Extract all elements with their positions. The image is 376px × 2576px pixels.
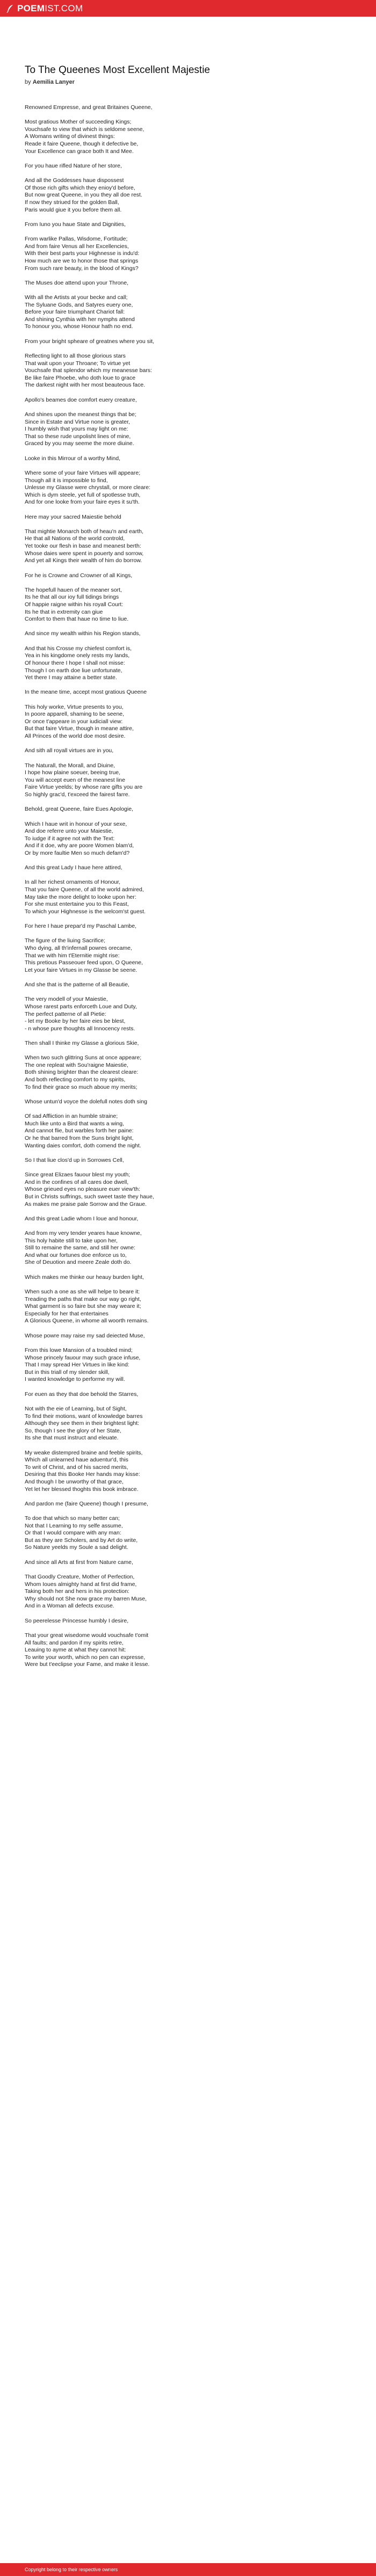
poem-line: Or by more faultie Men so much defam'd? [25, 849, 130, 856]
poem-line: This holy worke, Virtue presents to you, [25, 703, 124, 710]
poem-line: But as they are Scholers, and by Art do write, [25, 1537, 138, 1544]
poem-stanza [25, 1632, 358, 1669]
site-logo[interactable] [6, 3, 83, 14]
poem-line: That I may spread Her Virtues in like kind: [25, 1362, 129, 1369]
poem-line: Yet tooke our flesh in base and meanest berth: [25, 543, 141, 550]
poem-line: And both reflecting comfort to my spirits, [25, 1076, 126, 1083]
poem-line: The Muses doe attend upon your Throne, [25, 279, 129, 286]
poem-stanza [25, 704, 358, 740]
poem-line: Leauing to ayme at what they cannot hit: [25, 1647, 126, 1654]
poem-line: The very modell of your Maiestie, [25, 996, 108, 1003]
poem-line: As makes me praise pale Sorrow and the Graue. [25, 1200, 147, 1207]
poem-line: And yet all Kings their wealth of him do borrow. [25, 557, 142, 564]
poem-line: And if it doe, why are poore Women blam'd, [25, 842, 134, 849]
poem-stanza [25, 528, 358, 565]
poem-line: Whose daies were spent in pouerty and sorrow, [25, 550, 144, 557]
poem-line: Desiring that this Booke Her hands may kisse: [25, 1471, 140, 1478]
poem-line: Since in Estate and Virtue none is greater, [25, 418, 130, 425]
poem-line: All faults; and pardon if my spirits retire, [25, 1639, 124, 1646]
brand-suffix: IST.COM [45, 3, 83, 13]
poem-line: To iudge if it agree not with the Text: [25, 835, 115, 842]
poem-line: May take the more delight to looke upon her: [25, 893, 136, 900]
poem-line: Its he that in extremity can giue [25, 608, 103, 615]
poem-line: Yet let her blessed thoghts this book imbrace. [25, 1486, 139, 1493]
poem-stanza [25, 981, 358, 989]
poem-line: Apollo's beames doe comfort euery creature, [25, 396, 137, 403]
poem-stanza [25, 1406, 358, 1442]
poem-line: That so these rude unpolisht lines of mine, [25, 433, 131, 440]
poem-stanza [25, 397, 358, 404]
poem-stanza [25, 864, 358, 872]
poem-line: And all the Goddesses haue dispossest [25, 177, 124, 184]
poem-line: Were but t'eeclipse your Fame, and make it lesse. [25, 1661, 150, 1668]
poem-line: Of those rich gifts which they enioy'd before, [25, 184, 135, 191]
poem-stanza [25, 1333, 358, 1340]
poem-stanza [25, 1559, 358, 1567]
poem-line: But in Christs suffrings, such sweet taste they haue, [25, 1193, 154, 1200]
top-bar [0, 0, 376, 17]
poem-line: Reflecting light to all those glorious stars [25, 353, 126, 360]
poem-line: To find their grace so much aboue my merits; [25, 1083, 138, 1090]
poem-line: From your bright spheare of greatnes where you sit, [25, 338, 155, 345]
poem-stanza [25, 221, 358, 229]
poem-line: For here I haue prepar'd my Paschal Lambe, [25, 923, 137, 930]
poem-line: To which your Highnesse is the welcom'st guest. [25, 908, 146, 915]
poem-line: Whose grieued eyes no pleasure euer view'th: [25, 1186, 141, 1193]
poem-line: Before your faire triumphant Chariot fall: [25, 309, 125, 316]
poem-line: Especially for her that entertaines [25, 1310, 109, 1317]
poem-line: To writ of Christ, and of his sacred merits, [25, 1464, 128, 1471]
poem-line: So I that liue clos'd up in Sorrowes Cell, [25, 1156, 124, 1163]
poem-line: And doe referre unto your Maiestie, [25, 828, 113, 835]
poem-line: Which is dym steele, yet full of spotlesse truth, [25, 491, 141, 498]
poem-line: Be like faire Phoebe, who doth loue to grace [25, 374, 136, 381]
poem-stanza [25, 104, 358, 112]
poem-line: So, though I see the glory of her State, [25, 1427, 121, 1434]
poem-stanza [25, 806, 358, 813]
poem-line: Unlesse my Glasse were chrystall, or more cleare: [25, 484, 150, 491]
poem-line: Which makes me thinke our heauy burden light, [25, 1274, 144, 1280]
poem-stanza [25, 338, 358, 346]
poem-stanza [25, 587, 358, 623]
poem-line: I humbly wish that yours may light on me: [25, 426, 128, 433]
poem-stanza [25, 879, 358, 915]
poem-stanza [25, 353, 358, 389]
poem-line: Then shall I thinke my Glasse a glorious Skie, [25, 1040, 139, 1046]
poem-line: That wait upon your Throane; To virtue yet [25, 360, 131, 367]
poem-line: The darkest night with her most beauteous face. [25, 382, 146, 389]
poem-stanza [25, 1230, 358, 1267]
poem-stanza [25, 1274, 358, 1282]
poem-line: To honour you, whose Honour hath no end. [25, 323, 133, 330]
poem-stanza [25, 1501, 358, 1508]
poem-stanza [25, 1618, 358, 1625]
poem-line: And for one looke from your faire eyes it su'th. [25, 499, 140, 506]
poem-line: And shines upon the meanest things that be; [25, 411, 136, 418]
poem-line: - let my Booke by her faire eies be blest, [25, 1018, 126, 1025]
poem-line: And though I be unworthy of that grace, [25, 1478, 124, 1485]
poem-line: For you haue rifled Nature of her store, [25, 162, 122, 169]
poem-stanza [25, 294, 358, 331]
author-link[interactable]: Aemilia Lanyer [32, 79, 75, 85]
poem-line: Of sad Affliction in an humble straine; [25, 1113, 118, 1120]
poem-line: And pardon me (faire Queene) though I presume, [25, 1500, 148, 1507]
poem-line: So highly grac'd, t'exceed the fairest farre. [25, 791, 130, 798]
poem-line: That we with him t'Eternitie might rise: [25, 952, 120, 959]
poem-line: With all the Artists at your becke and call; [25, 294, 128, 301]
poem-line: And this great Ladie whom I loue and honour, [25, 1215, 139, 1222]
poem-line: Where some of your faire Virtues will appeare; [25, 469, 141, 476]
poem-line: Or that I would compare with any man: [25, 1530, 121, 1537]
poem-line: Of happie raigne within his royall Court: [25, 601, 124, 608]
poem-stanza [25, 747, 358, 755]
poem-stanza [25, 1347, 358, 1384]
poem-line: This pretious Passeouer feed upon, O Queene, [25, 959, 143, 966]
copyright-notice: Copyright belong to their respective owners [25, 2567, 118, 2572]
poem-line: Your Excellence can grace both It and Mee. [25, 148, 134, 155]
poem-line: A Glorious Queene, in whome all woorth remains. [25, 1318, 149, 1325]
poem-line: But that faire Virtue, though in meane attire, [25, 725, 134, 732]
poem-line: Whose untun'd voyce the dolefull notes doth sing [25, 1098, 147, 1105]
poem-line: And since all Arts at first from Nature came, [25, 1559, 133, 1566]
poem-line: The Syluane Gods, and Satyres euery one, [25, 301, 133, 308]
poem-line: But in this triall of my slender skill, [25, 1369, 110, 1376]
poem-line: That Goodly Creature, Mother of Perfection, [25, 1574, 135, 1581]
poem-line: And since my wealth within his Region stands, [25, 630, 141, 637]
poem-line: Looke in this Mirrour of a worthy Mind, [25, 455, 120, 462]
poem-stanza [25, 1098, 358, 1106]
poem-line: Renowned Empresse, and great Britaines Queene, [25, 104, 153, 111]
poem-line: A Womans writing of divinest things: [25, 133, 115, 140]
poem-line: Since great Elizaes fauour blest my youth; [25, 1171, 131, 1178]
poem-line: To doe that which so many better can; [25, 1515, 120, 1522]
byline-prefix: by [25, 79, 31, 85]
poem-stanza [25, 572, 358, 580]
poem-line: Not that I Learning to my selfe assume, [25, 1522, 123, 1529]
poem-line: From warlike Pallas, Wisdome, Fortitude; [25, 236, 128, 243]
poem-line: Comfort to them that haue no time to liue. [25, 616, 129, 623]
poem-line: And in the confines of all cares doe dwell, [25, 1178, 129, 1185]
poem-line: Or he that barred from the Suns bright light, [25, 1135, 134, 1141]
poem-stanza [25, 455, 358, 463]
poem-stanza [25, 1216, 358, 1223]
poem-stanza [25, 280, 358, 287]
poem-line: Graced by you may seeme the more diuine. [25, 440, 134, 447]
poem-line: And that his Crosse my chiefest comfort is, [25, 645, 132, 652]
poem-line: To find their motions, want of knowledge barres [25, 1413, 143, 1420]
poem-line: I hope how plaine soeuer, beeing true, [25, 769, 121, 776]
poem-line: Faire Virtue yeelds; by whose rare gifts you are [25, 784, 143, 791]
poem-line: She of Deuotion and meere Zeale doth do. [25, 1259, 132, 1266]
poem-line: Most gratious Mother of succeeding Kings; [25, 119, 132, 126]
poem-line: Which I haue writ in honour of your sexe, [25, 820, 127, 827]
poem-line: And shining Cynthia with her nymphs attend [25, 316, 135, 323]
poem-line: Let your faire Virtues in my Glasse be seene. [25, 966, 138, 973]
poem-stanza [25, 689, 358, 696]
poem-line: For she must entertaine you to this Feast, [25, 901, 129, 908]
poem-line: Behold, great Queene, faire Eues Apologie, [25, 806, 133, 813]
poem-line: The one repleat with Sou'raigne Maiestie, [25, 1061, 128, 1068]
poem-line: Or once t'appeare in your iudiciall view: [25, 718, 123, 725]
poem-line: In all her richest ornaments of Honour, [25, 879, 121, 886]
poem-stanza [25, 645, 358, 682]
footer-bar [0, 2563, 376, 2576]
poem-line: And from my very tender yeares haue knowne, [25, 1230, 142, 1237]
brand-main: POEM [17, 3, 45, 13]
poem-line: And in a Woman all defects excuse. [25, 1603, 114, 1610]
poem-line: But now great Queene, in you they all doe rest. [25, 192, 142, 199]
poem-line: Though all it is impossible to find, [25, 477, 108, 484]
poem-stanza [25, 470, 358, 506]
poem-line: Although they see them in their brightest light: [25, 1420, 140, 1427]
poem-line: This holy habite still to take upon her, [25, 1237, 118, 1244]
poem-content [25, 64, 358, 1676]
poem-line: If now they striued for the golden Ball, [25, 199, 119, 206]
poem-stanza [25, 411, 358, 448]
poem-line: Here may your sacred Maiestie behold [25, 513, 121, 520]
poem-stanza [25, 630, 358, 638]
poem-line: The perfect patterne of all Pietie: [25, 1010, 106, 1017]
poem-line: He that all Nations of the world controld, [25, 535, 125, 542]
poem-byline [25, 79, 358, 85]
logo-wordmark [17, 3, 83, 14]
poem-line: Not with the eie of Learning, but of Sight, [25, 1405, 127, 1412]
poem-line: For he is Crowne and Crowner of all Kings, [25, 572, 133, 579]
poem-line: That your great wisedome would vouchsafe t'omit [25, 1632, 149, 1639]
quill-icon [6, 4, 14, 13]
poem-line: And what our fortunes doe enforce us to, [25, 1251, 127, 1258]
poem-stanza [25, 1157, 358, 1165]
poem-line: Reade it faire Queene, though it defective be, [25, 141, 139, 148]
poem-line: And she that is the patterne of all Beautie, [25, 981, 129, 988]
poem-line: Which all unlearned haue aduentur'd, this [25, 1457, 128, 1464]
poem-line: That you faire Queene, of all the world admired, [25, 886, 144, 893]
poem-title: To The Queenes Most Excellent Majestie [25, 64, 210, 76]
poem-line: You will accept euen of the meanest line [25, 776, 125, 783]
poem-line: From Iuno you haue State and Dignities, [25, 221, 126, 228]
poem-line: Whose powre may raise my sad deiected Muse, [25, 1332, 145, 1339]
poem-line: From such rare beauty, in the blood of Kings? [25, 265, 139, 272]
poem-stanza [25, 163, 358, 170]
poem-line: Wanting daies comfort, doth comend the night. [25, 1142, 141, 1149]
poem-line: I wanted knowledge to performe my will. [25, 1376, 125, 1383]
poem-stanza [25, 1515, 358, 1552]
poem-body [25, 104, 358, 1669]
poem-line: And sith all royall virtues are in you, [25, 747, 114, 754]
poem-stanza [25, 1054, 358, 1091]
poem-line: That mightie Monarch both of heau'n and earth, [25, 528, 143, 535]
poem-line: For euen as they that doe behold the Starres, [25, 1391, 139, 1398]
poem-line: Its he that all our ioy full tidings brings [25, 594, 119, 601]
poem-line: And cannot flie, but warbles forth her paine: [25, 1127, 134, 1134]
poem-stanza [25, 177, 358, 214]
poem-line: The figure of the liuing Sacrifice; [25, 937, 105, 944]
poem-line: Vouchsafe to view that which is seldome seene, [25, 126, 144, 133]
poem-line: In the meane time, accept most gratious Queene [25, 689, 147, 696]
poem-stanza [25, 119, 358, 155]
poem-line: The hopefull hauen of the meaner sort, [25, 586, 122, 593]
poem-stanza [25, 1289, 358, 1325]
poem-line: When two such glittring Suns at once appeare; [25, 1054, 142, 1061]
poem-line: And this great Lady I haue here attired, [25, 864, 122, 871]
poem-stanza [25, 514, 358, 521]
poem-line: Whom Ioues almighty hand at first did frame, [25, 1581, 137, 1588]
poem-stanza [25, 236, 358, 272]
poem-line: Who dying, all th'infernall powres orecame, [25, 945, 132, 951]
poem-line: From this lowe Mansion of a troubled mind; [25, 1347, 133, 1354]
poem-line: Both shining brighter than the clearest cleare: [25, 1069, 139, 1076]
poem-line: Its she that must instruct and eleuate. [25, 1435, 119, 1442]
poem-stanza [25, 762, 358, 799]
poem-line: And from faire Venus all her Excellencies, [25, 243, 129, 250]
poem-line: Much like unto a Bird that wants a wing, [25, 1120, 125, 1127]
poem-line: Whose princely fauour may such grace infuse, [25, 1354, 141, 1361]
poem-line: - n whose pure thoughts all Innocency rests. [25, 1025, 135, 1032]
poem-stanza [25, 996, 358, 1032]
poem-line: Treading the paths that make our way go right, [25, 1296, 141, 1302]
poem-line: How much are we to honor those that springs [25, 257, 139, 264]
poem-line: Still to remaine the same, and still her owne: [25, 1245, 136, 1251]
poem-line: To write your worth, which no pen can expresse, [25, 1654, 146, 1661]
poem-line: My weake distempred braine and feeble spirits, [25, 1449, 143, 1456]
poem-line: Taking both her and hers in his protection: [25, 1588, 129, 1595]
poem-stanza [25, 1040, 358, 1047]
poem-stanza [25, 821, 358, 857]
poem-stanza [25, 1391, 358, 1399]
poem-line: So peerelesse Princesse humbly I desire, [25, 1617, 129, 1624]
poem-line: Yea in his kingdome onely rests my lands, [25, 652, 130, 659]
poem-line: So Nature yeelds my Soule a sad delight. [25, 1544, 128, 1551]
poem-line: Yet there I may attaine a better state. [25, 674, 117, 681]
poem-line: In poore apparell, shaming to be seene, [25, 711, 125, 718]
poem-line: Why should not She now grace my barren Muse, [25, 1595, 147, 1602]
poem-stanza [25, 1450, 358, 1494]
poem-stanza [25, 1171, 358, 1208]
poem-line: Whose rarest parts enforceth Loue and Duty, [25, 1003, 137, 1010]
poem-line: Though I on earth doe liue unfortunate, [25, 667, 122, 674]
poem-line: With their best parts your Highnesse is indu'd: [25, 250, 140, 257]
poem-stanza [25, 937, 358, 974]
poem-line: All Princes of the world doe most desire. [25, 733, 126, 740]
poem-line: Of honour there I hope I shall not misse: [25, 659, 125, 666]
poem-stanza [25, 1574, 358, 1610]
poem-stanza [25, 1113, 358, 1149]
poem-line: Vouchsafe that splendor which my meanesse bars: [25, 367, 152, 374]
poem-stanza [25, 923, 358, 930]
poem-line: What garment is so faire but she may weare it; [25, 1303, 141, 1310]
poem-line: Paris would giue it you before them all. [25, 206, 122, 213]
poem-line: When such a one as she will helpe to beare it: [25, 1289, 140, 1296]
poem-line: The Naturall, the Morall, and Diuine, [25, 762, 115, 769]
